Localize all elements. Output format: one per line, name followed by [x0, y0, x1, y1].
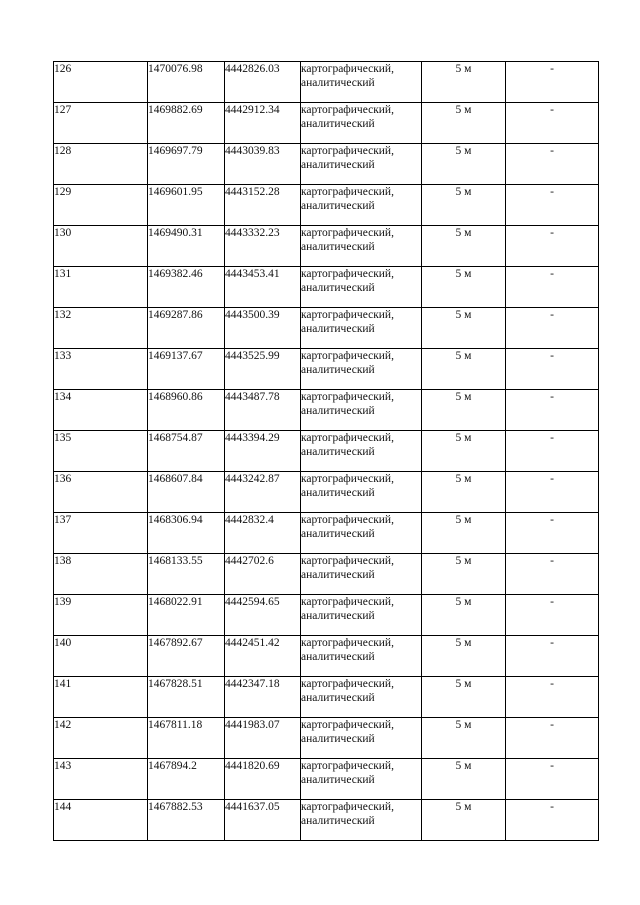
point-number-cell: 129	[54, 185, 148, 226]
point-number-cell: 141	[54, 677, 148, 718]
table-row	[54, 800, 599, 841]
y-coordinate-cell: 4443242.87	[225, 472, 301, 513]
note-cell: -	[506, 431, 599, 472]
table-row	[54, 308, 599, 349]
accuracy-cell: 5 м	[422, 226, 506, 267]
method-line-2: аналитический	[301, 77, 375, 89]
note-cell: -	[506, 226, 599, 267]
x-coordinate-cell: 1469287.86	[148, 308, 225, 349]
x-coordinate-cell: 1467892.67	[148, 636, 225, 677]
note-cell: -	[506, 636, 599, 677]
accuracy-cell: 5 м	[422, 718, 506, 759]
x-coordinate-cell: 1469601.95	[148, 185, 225, 226]
note-cell: -	[506, 103, 599, 144]
method-line-2: аналитический	[301, 569, 375, 581]
note-cell: -	[506, 718, 599, 759]
accuracy-cell: 5 м	[422, 513, 506, 554]
x-coordinate-cell: 1467882.53	[148, 800, 225, 841]
method-line-2: аналитический	[301, 200, 375, 212]
method-cell	[301, 472, 422, 513]
x-coordinate-cell: 1468960.86	[148, 390, 225, 431]
y-coordinate-cell: 4443394.29	[225, 431, 301, 472]
table-row	[54, 349, 599, 390]
method-line-1: картографический,	[301, 309, 394, 321]
y-coordinate-cell: 4442702.6	[225, 554, 301, 595]
method-cell	[301, 513, 422, 554]
method-line-2: аналитический	[301, 241, 375, 253]
y-coordinate-cell: 4442451.42	[225, 636, 301, 677]
method-line-2: аналитический	[301, 282, 375, 294]
method-line-2: аналитический	[301, 323, 375, 335]
accuracy-cell: 5 м	[422, 595, 506, 636]
method-line-2: аналитический	[301, 159, 375, 171]
note-cell: -	[506, 390, 599, 431]
method-line-1: картографический,	[301, 473, 394, 485]
point-number-cell: 128	[54, 144, 148, 185]
method-line-1: картографический,	[301, 145, 394, 157]
x-coordinate-cell: 1468607.84	[148, 472, 225, 513]
point-number-cell: 136	[54, 472, 148, 513]
accuracy-cell: 5 м	[422, 308, 506, 349]
point-number-cell: 135	[54, 431, 148, 472]
method-cell	[301, 595, 422, 636]
note-cell: -	[506, 308, 599, 349]
table-row	[54, 718, 599, 759]
method-line-2: аналитический	[301, 446, 375, 458]
method-cell	[301, 759, 422, 800]
method-line-1: картографический,	[301, 391, 394, 403]
accuracy-cell: 5 м	[422, 472, 506, 513]
table-row	[54, 677, 599, 718]
y-coordinate-cell: 4442826.03	[225, 62, 301, 103]
method-line-2: аналитический	[301, 528, 375, 540]
method-line-1: картографический,	[301, 350, 394, 362]
method-line-2: аналитический	[301, 610, 375, 622]
note-cell: -	[506, 267, 599, 308]
point-number-cell: 127	[54, 103, 148, 144]
method-cell	[301, 185, 422, 226]
method-line-1: картографический,	[301, 268, 394, 280]
x-coordinate-cell: 1468754.87	[148, 431, 225, 472]
table-row	[54, 62, 599, 103]
note-cell: -	[506, 513, 599, 554]
accuracy-cell: 5 м	[422, 349, 506, 390]
accuracy-cell: 5 м	[422, 759, 506, 800]
method-cell	[301, 62, 422, 103]
method-line-1: картографический,	[301, 760, 394, 772]
accuracy-cell: 5 м	[422, 103, 506, 144]
accuracy-cell: 5 м	[422, 267, 506, 308]
note-cell: -	[506, 595, 599, 636]
note-cell: -	[506, 349, 599, 390]
method-line-1: картографический,	[301, 63, 394, 75]
method-line-1: картографический,	[301, 555, 394, 567]
x-coordinate-cell: 1469382.46	[148, 267, 225, 308]
method-cell	[301, 144, 422, 185]
method-line-2: аналитический	[301, 733, 375, 745]
method-line-1: картографический,	[301, 719, 394, 731]
y-coordinate-cell: 4442832.4	[225, 513, 301, 554]
point-number-cell: 132	[54, 308, 148, 349]
point-number-cell: 131	[54, 267, 148, 308]
table-row	[54, 513, 599, 554]
method-line-2: аналитический	[301, 364, 375, 376]
method-line-2: аналитический	[301, 774, 375, 786]
point-number-cell: 142	[54, 718, 148, 759]
table-row	[54, 472, 599, 513]
point-number-cell: 126	[54, 62, 148, 103]
table-row	[54, 185, 599, 226]
x-coordinate-cell: 1467828.51	[148, 677, 225, 718]
y-coordinate-cell: 4441983.07	[225, 718, 301, 759]
method-line-2: аналитический	[301, 405, 375, 417]
method-line-2: аналитический	[301, 651, 375, 663]
x-coordinate-cell: 1469882.69	[148, 103, 225, 144]
point-number-cell: 139	[54, 595, 148, 636]
point-number-cell: 137	[54, 513, 148, 554]
point-number-cell: 143	[54, 759, 148, 800]
table-row	[54, 226, 599, 267]
method-line-1: картографический,	[301, 596, 394, 608]
table-row	[54, 103, 599, 144]
accuracy-cell: 5 м	[422, 677, 506, 718]
accuracy-cell: 5 м	[422, 431, 506, 472]
note-cell: -	[506, 800, 599, 841]
method-line-2: аналитический	[301, 118, 375, 130]
table-row	[54, 759, 599, 800]
method-cell	[301, 677, 422, 718]
accuracy-cell: 5 м	[422, 800, 506, 841]
y-coordinate-cell: 4442912.34	[225, 103, 301, 144]
x-coordinate-cell: 1469490.31	[148, 226, 225, 267]
x-coordinate-cell: 1468306.94	[148, 513, 225, 554]
method-cell	[301, 267, 422, 308]
x-coordinate-cell: 1469697.79	[148, 144, 225, 185]
x-coordinate-cell: 1470076.98	[148, 62, 225, 103]
table-row	[54, 554, 599, 595]
point-number-cell: 138	[54, 554, 148, 595]
y-coordinate-cell: 4442594.65	[225, 595, 301, 636]
accuracy-cell: 5 м	[422, 636, 506, 677]
y-coordinate-cell: 4443453.41	[225, 267, 301, 308]
method-line-1: картографический,	[301, 637, 394, 649]
method-cell	[301, 800, 422, 841]
method-cell	[301, 554, 422, 595]
note-cell: -	[506, 554, 599, 595]
x-coordinate-cell: 1468133.55	[148, 554, 225, 595]
note-cell: -	[506, 472, 599, 513]
method-cell	[301, 103, 422, 144]
accuracy-cell: 5 м	[422, 144, 506, 185]
y-coordinate-cell: 4441820.69	[225, 759, 301, 800]
method-cell	[301, 390, 422, 431]
method-line-1: картографический,	[301, 104, 394, 116]
method-line-1: картографический,	[301, 227, 394, 239]
y-coordinate-cell: 4443500.39	[225, 308, 301, 349]
accuracy-cell: 5 м	[422, 390, 506, 431]
x-coordinate-cell: 1467811.18	[148, 718, 225, 759]
method-line-2: аналитический	[301, 815, 375, 827]
accuracy-cell: 5 м	[422, 62, 506, 103]
y-coordinate-cell: 4442347.18	[225, 677, 301, 718]
method-cell	[301, 431, 422, 472]
y-coordinate-cell: 4443152.28	[225, 185, 301, 226]
y-coordinate-cell: 4443332.23	[225, 226, 301, 267]
coordinates-table-body	[54, 62, 599, 841]
y-coordinate-cell: 4443525.99	[225, 349, 301, 390]
note-cell: -	[506, 144, 599, 185]
y-coordinate-cell: 4443039.83	[225, 144, 301, 185]
table-row	[54, 636, 599, 677]
table-row	[54, 144, 599, 185]
x-coordinate-cell: 1469137.67	[148, 349, 225, 390]
accuracy-cell: 5 м	[422, 554, 506, 595]
x-coordinate-cell: 1468022.91	[148, 595, 225, 636]
point-number-cell: 140	[54, 636, 148, 677]
y-coordinate-cell: 4443487.78	[225, 390, 301, 431]
method-cell	[301, 308, 422, 349]
method-cell	[301, 636, 422, 677]
note-cell: -	[506, 677, 599, 718]
method-cell	[301, 226, 422, 267]
method-line-1: картографический,	[301, 514, 394, 526]
method-cell	[301, 718, 422, 759]
y-coordinate-cell: 4441637.05	[225, 800, 301, 841]
table-row	[54, 595, 599, 636]
method-cell	[301, 349, 422, 390]
point-number-cell: 130	[54, 226, 148, 267]
method-line-2: аналитический	[301, 487, 375, 499]
method-line-1: картографический,	[301, 186, 394, 198]
method-line-1: картографический,	[301, 432, 394, 444]
coordinates-table	[53, 61, 599, 841]
point-number-cell: 133	[54, 349, 148, 390]
note-cell: -	[506, 759, 599, 800]
table-row	[54, 431, 599, 472]
accuracy-cell: 5 м	[422, 185, 506, 226]
note-cell: -	[506, 185, 599, 226]
method-line-1: картографический,	[301, 678, 394, 690]
table-row	[54, 267, 599, 308]
note-cell: -	[506, 62, 599, 103]
point-number-cell: 134	[54, 390, 148, 431]
x-coordinate-cell: 1467894.2	[148, 759, 225, 800]
table-row	[54, 390, 599, 431]
point-number-cell: 144	[54, 800, 148, 841]
method-line-1: картографический,	[301, 801, 394, 813]
method-line-2: аналитический	[301, 692, 375, 704]
